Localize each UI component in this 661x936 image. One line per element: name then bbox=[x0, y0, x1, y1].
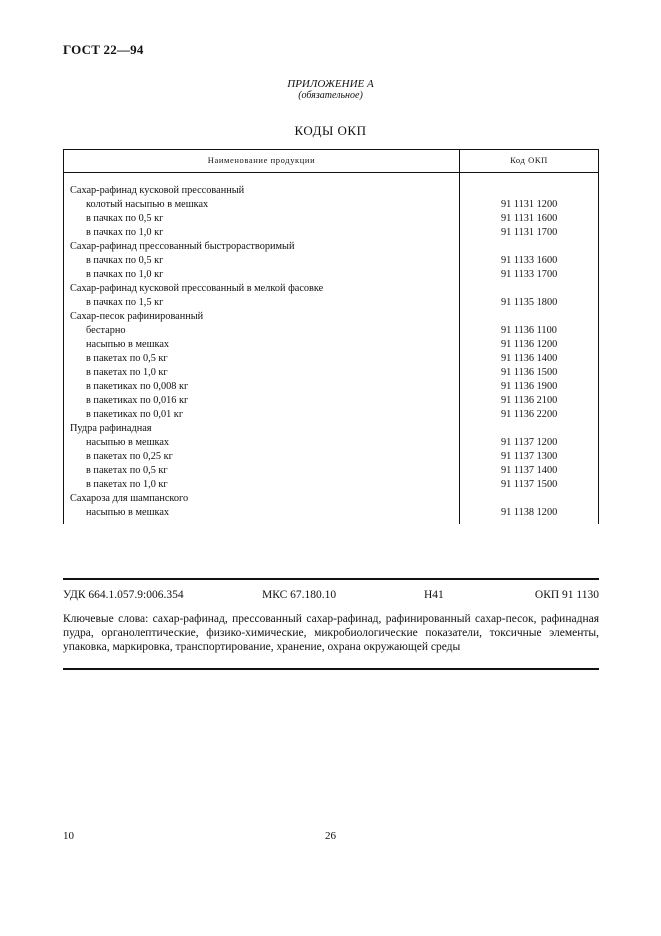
table-row bbox=[64, 450, 598, 464]
product-name: Сахар-песок рафинированный bbox=[70, 311, 204, 322]
product-name: в пакетах по 0,5 кг bbox=[86, 465, 168, 476]
table-row bbox=[64, 240, 598, 254]
table-row bbox=[64, 338, 598, 352]
bottom-rule bbox=[63, 668, 599, 670]
okp-code: ОКП 91 1130 bbox=[534, 589, 599, 601]
table-row bbox=[64, 436, 598, 450]
product-name: насыпью в мешках bbox=[86, 507, 170, 518]
product-name: в пакетиках по 0,008 кг bbox=[86, 381, 189, 392]
table-row bbox=[64, 366, 598, 380]
table-row bbox=[64, 226, 598, 240]
table-row bbox=[64, 254, 598, 268]
table-row bbox=[64, 282, 598, 296]
table-row bbox=[64, 324, 598, 338]
product-name: бестарно bbox=[86, 325, 126, 336]
product-name: в пачках по 1,5 кг bbox=[86, 297, 164, 308]
table-row bbox=[64, 352, 598, 366]
product-name: в пачках по 0,5 кг bbox=[86, 255, 164, 266]
product-name: в пакетах по 0,5 кг bbox=[86, 353, 168, 364]
okp-code-cell: 91 1135 1800 bbox=[501, 297, 558, 308]
table-row bbox=[64, 422, 598, 436]
mks-code: МКС 67.180.10 bbox=[262, 589, 337, 601]
okp-code-cell: 91 1136 1100 bbox=[501, 325, 557, 336]
table-row bbox=[64, 296, 598, 310]
okp-code-cell: 91 1133 1600 bbox=[501, 255, 558, 266]
appendix-heading bbox=[0, 78, 661, 102]
classification-line bbox=[63, 589, 599, 605]
footer-left-number: 10 bbox=[63, 830, 74, 842]
product-name: в пакетах по 0,25 кг bbox=[86, 451, 173, 462]
okp-code-cell: 91 1138 1200 bbox=[501, 507, 558, 518]
product-name: в пачках по 1,0 кг bbox=[86, 227, 164, 238]
product-name: Пудра рафинадная bbox=[70, 423, 152, 434]
table-body bbox=[64, 184, 598, 520]
table-row bbox=[64, 394, 598, 408]
keywords-paragraph: Ключевые слова: сахар-рафинад, прессованный сахар-рафинад, рафинированный сахар-песок, рафинадная пудра, органолептические, физико-химические, микробиологические показатели, токсичные элементы, упаковка, маркировка, транспортирование, хранение, охрана окружающей среды bbox=[63, 613, 599, 653]
column-header-product-name: Наименование продукции bbox=[207, 155, 316, 165]
group-code: Н41 bbox=[424, 589, 444, 601]
table-row bbox=[64, 198, 598, 212]
table-row bbox=[64, 310, 598, 324]
table-row bbox=[64, 464, 598, 478]
table-row bbox=[64, 184, 598, 198]
product-name: в пачках по 0,5 кг bbox=[86, 213, 164, 224]
product-name: в пакетах по 1,0 кг bbox=[86, 479, 168, 490]
product-name: в пакетиках по 0,01 кг bbox=[86, 409, 184, 420]
product-name: Сахар-рафинад кусковой прессованный в мелкой фасовке bbox=[70, 283, 324, 294]
product-name: в пачках по 1,0 кг bbox=[86, 269, 164, 280]
product-name: Сахар-рафинад прессованный быстрорастворимый bbox=[70, 241, 295, 252]
okp-code-cell: 91 1131 1600 bbox=[501, 213, 558, 224]
table-row bbox=[64, 492, 598, 506]
okp-code-cell: 91 1137 1500 bbox=[501, 479, 558, 490]
okp-code-cell: 91 1136 2200 bbox=[501, 409, 558, 420]
okp-code-cell: 91 1137 1300 bbox=[501, 451, 558, 462]
product-name: Сахароза для шампанского bbox=[70, 493, 189, 504]
table-row bbox=[64, 268, 598, 282]
product-name: насыпью в мешках bbox=[86, 437, 170, 448]
table-row bbox=[64, 380, 598, 394]
okp-code-cell: 91 1137 1200 bbox=[501, 437, 558, 448]
standard-designation: ГОСТ 22—94 bbox=[63, 42, 144, 57]
appendix-title: ПРИЛОЖЕНИЕ А bbox=[287, 78, 374, 90]
okp-code-cell: 91 1136 1200 bbox=[501, 339, 558, 350]
top-rule bbox=[63, 578, 599, 580]
okp-code-cell: 91 1137 1400 bbox=[501, 465, 558, 476]
okp-code-cell: 91 1136 1400 bbox=[501, 353, 558, 364]
table-row bbox=[64, 212, 598, 226]
page-number: 26 bbox=[325, 830, 336, 842]
table-row bbox=[64, 408, 598, 422]
okp-code-cell: 91 1131 1200 bbox=[501, 199, 558, 210]
appendix-status: (обязательное) bbox=[298, 90, 363, 101]
column-header-okp-code: Код ОКП bbox=[510, 155, 548, 165]
okp-code-cell: 91 1136 1900 bbox=[501, 381, 558, 392]
product-name: насыпью в мешках bbox=[86, 339, 170, 350]
okp-code-cell: 91 1133 1700 bbox=[501, 269, 558, 280]
product-name: колотый насыпью в мешках bbox=[86, 199, 209, 210]
okp-code-cell: 91 1136 2100 bbox=[501, 395, 558, 406]
section-title: КОДЫ ОКП bbox=[294, 123, 367, 138]
okp-codes-table bbox=[63, 149, 599, 524]
okp-code-cell: 91 1136 1500 bbox=[501, 367, 558, 378]
udk-code: УДК 664.1.057.9:006.354 bbox=[63, 589, 184, 601]
okp-code-cell: 91 1131 1700 bbox=[501, 227, 558, 238]
header-divider bbox=[64, 172, 598, 173]
product-name: в пакетиках по 0,016 кг bbox=[86, 395, 189, 406]
table-row bbox=[64, 478, 598, 492]
product-name: Сахар-рафинад кусковой прессованный bbox=[70, 185, 245, 196]
product-name: в пакетах по 1,0 кг bbox=[86, 367, 168, 378]
table-row bbox=[64, 506, 598, 520]
